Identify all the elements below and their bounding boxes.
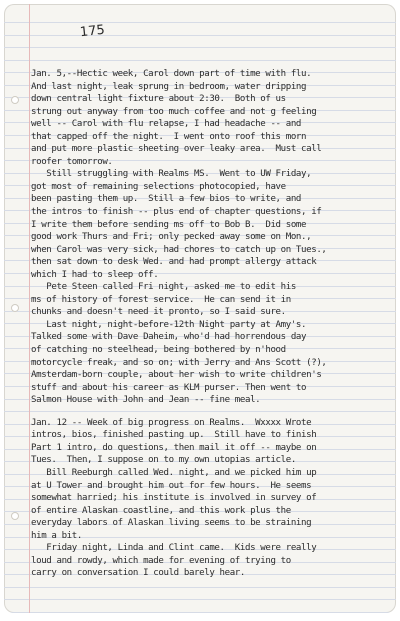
- journal-entry: [31, 68, 394, 407]
- journal-line: Friday night, Linda and Clint came. Kids were really: [31, 543, 317, 554]
- entry-gap: [31, 407, 394, 417]
- binder-hole: [11, 96, 19, 104]
- margin-line: [29, 4, 30, 613]
- journal-line: and put more plastic sheeting over leaky area. Must call: [31, 144, 322, 155]
- binder-hole: [11, 512, 19, 520]
- journal-line: And last night, leak sprung in bedroom, water dripping: [31, 81, 307, 92]
- journal-line: been pasting them up. Still a few bios to write, and: [31, 194, 302, 205]
- journal-line: Talked some with Dave Daheim, who'd had horrendous day: [31, 332, 307, 343]
- journal-line: I write them before sending ms off to Bob B. Did some: [31, 219, 307, 230]
- binder-hole: [11, 304, 19, 312]
- journal-line: carry on conversation I could barely hear.: [31, 568, 245, 579]
- journal-line: loud and rowdy, which made for evening of trying to: [31, 555, 291, 566]
- journal-line: that capped off the night. I went onto roof this morn: [31, 131, 307, 142]
- journal-line: Bill Reeburgh called Wed. night, and we picked him up: [31, 467, 317, 478]
- journal-line: everyday labors of Alaskan living seems to be straining: [31, 518, 312, 529]
- journal-line: down central light fixture about 2:30. Both of us: [31, 94, 286, 105]
- journal-line: him a bit.: [31, 530, 82, 541]
- journal-line: stuff and about his career as KLM purser. Then went to: [31, 382, 307, 393]
- journal-line: strung out anyway from too much coffee and not g feeling: [31, 106, 317, 117]
- journal-line: well -- Carol with flu relapse, I had headache -- and: [31, 119, 302, 130]
- journal-line: chunks and doesn't need it pronto, so I said sure.: [31, 307, 286, 318]
- journal-line: got most of remaining selections photocopied, have: [31, 181, 286, 192]
- journal-line: somewhat harried; his institute is involved in survey of: [31, 493, 317, 504]
- journal-line: when Carol was very sick, had chores to catch up on Tues.,: [31, 244, 327, 255]
- journal-line: Part 1 intro, do questions, then mail it off -- maybe on: [31, 442, 317, 453]
- journal-text: [31, 68, 394, 580]
- journal-line: Amsterdam-born couple, about her wish to write children's: [31, 370, 322, 381]
- journal-line: Pete Steen called Fri night, asked me to edit his: [31, 282, 296, 293]
- journal-line: Salmon House with John and Jean -- fine meal.: [31, 395, 261, 406]
- journal-line: roofer tomorrow.: [31, 156, 113, 167]
- page-number: 175: [79, 22, 106, 41]
- journal-line: Tues. Then, I suppose on to my own utopias article.: [31, 455, 296, 466]
- journal-line: intros, bios, finished pasting up. Still have to finish: [31, 430, 317, 441]
- journal-line: Last night, night-before-12th Night party at Amy's.: [31, 319, 307, 330]
- journal-line: motorcycle freak, and so on; with Jerry and Ans Scott (?),: [31, 357, 327, 368]
- journal-line: at U Tower and brought him out for few hours. He seems: [31, 480, 312, 491]
- journal-line: ms of history of forest service. He can send it in: [31, 294, 291, 305]
- journal-line: Jan. 5,--Hectic week, Carol down part of time with flu.: [31, 69, 312, 79]
- journal-line: good work Thurs and Fri; only pecked away some on Mon.,: [31, 232, 312, 243]
- journal-line: then sat down to desk Wed. and had prompt allergy attack: [31, 257, 317, 268]
- journal-line: of catching no steelhead, being bothered by n'hood: [31, 345, 286, 356]
- journal-line: Jan. 12 -- Week of big progress on Realms. Wxxxx Wrote: [31, 417, 312, 428]
- journal-entry: [31, 417, 394, 580]
- notebook-page: [4, 4, 396, 613]
- journal-line: the intros to finish -- plus end of chapter questions, if: [31, 207, 322, 218]
- journal-line: Still struggling with Realms MS. Went to UW Friday,: [31, 169, 312, 180]
- journal-line: of entire Alaskan coastline, and this work plus the: [31, 505, 291, 516]
- journal-line: which I had to sleep off.: [31, 269, 159, 280]
